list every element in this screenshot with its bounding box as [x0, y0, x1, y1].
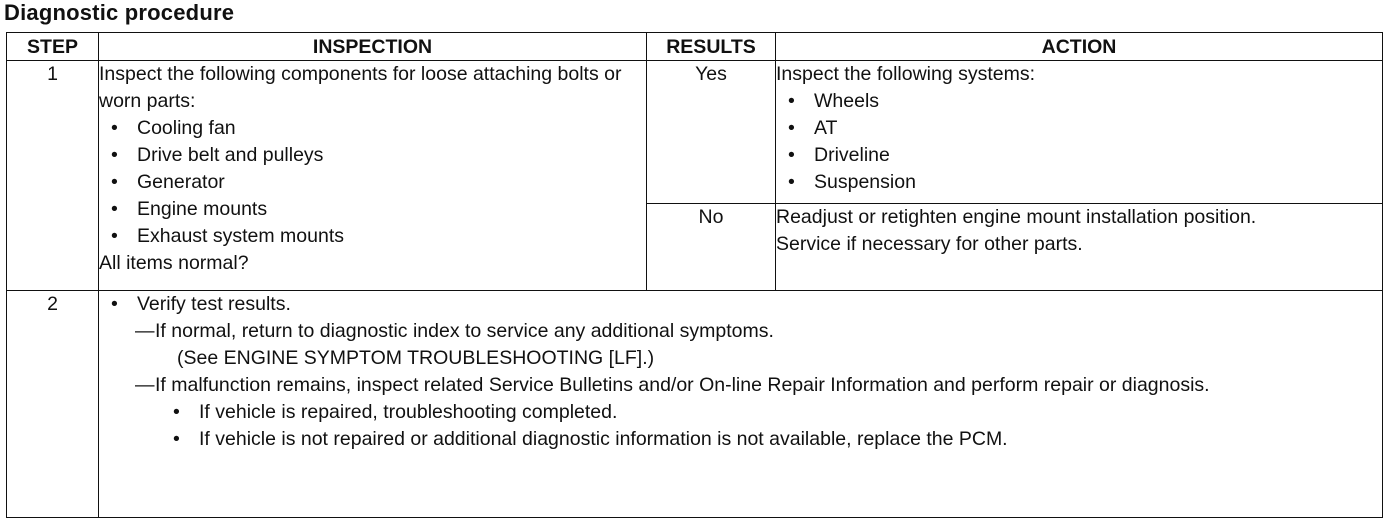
- step2-sub-item-text: If vehicle is repaired, troubleshooting completed.: [199, 401, 618, 423]
- dash-icon: —: [135, 320, 155, 342]
- system-label: AT: [814, 117, 838, 139]
- step2-number: 2: [7, 291, 99, 518]
- step1-result-yes: Yes: [647, 61, 776, 204]
- bullet-icon: •: [111, 293, 118, 315]
- step2-row: [7, 291, 1383, 518]
- step1-row-yes: [7, 61, 1383, 204]
- list-item: [776, 142, 1382, 169]
- step2-sub-item-text: If vehicle is not repaired or additional diagnostic information is not available, replace the PCM.: [199, 428, 1008, 450]
- list-item: [99, 115, 646, 142]
- step2-see-reference: (See ENGINE SYMPTOM TROUBLESHOOTING [LF].): [177, 347, 655, 369]
- step2-if-normal-text: If normal, return to diagnostic index to service any additional symptoms.: [155, 320, 774, 342]
- bullet-icon: •: [788, 117, 795, 139]
- component-label: Drive belt and pulleys: [137, 144, 324, 166]
- step1-action-no: [776, 204, 1383, 291]
- system-label: Driveline: [814, 144, 890, 166]
- bullet-icon: •: [788, 171, 795, 193]
- component-label: Engine mounts: [137, 198, 268, 220]
- header-results: RESULTS: [647, 33, 776, 61]
- step1-action-no-line2: Service if necessary for other parts.: [776, 233, 1083, 256]
- step1-action-yes: [776, 61, 1383, 204]
- step1-question: All items normal?: [99, 252, 249, 274]
- step1-action-no-line1: Readjust or retighten engine mount installation position.: [776, 206, 1257, 229]
- step1-system-list: [776, 88, 1382, 196]
- step2-if-malfunction: [99, 372, 1382, 399]
- list-item: [99, 169, 646, 196]
- list-item: [99, 223, 646, 250]
- system-label: Suspension: [814, 171, 916, 193]
- list-item: [776, 169, 1382, 196]
- header-action: ACTION: [776, 33, 1383, 61]
- step2-sub-item: [99, 399, 1382, 426]
- bullet-icon: •: [111, 117, 118, 139]
- component-label: Cooling fan: [137, 117, 236, 139]
- list-item: [776, 88, 1382, 115]
- component-label: Generator: [137, 171, 225, 193]
- step2-if-malfunction-text: If malfunction remains, inspect related Service Bulletins and/or On-line Repair Information and perform repair or diagnosis.: [155, 374, 1210, 396]
- list-item: [99, 142, 646, 169]
- step1-inspection-intro: Inspect the following components for loose attaching bolts or worn parts:: [99, 63, 622, 112]
- bullet-icon: •: [111, 198, 118, 220]
- component-label: Exhaust system mounts: [137, 225, 344, 247]
- header-inspection: INSPECTION: [99, 33, 647, 61]
- step1-component-list: [99, 115, 646, 250]
- bullet-icon: •: [173, 428, 180, 450]
- bullet-icon: •: [173, 401, 180, 423]
- step1-action-yes-intro: Inspect the following systems:: [776, 63, 1036, 85]
- step1-number: 1: [7, 61, 99, 291]
- list-item: [99, 196, 646, 223]
- step2-verify-text: Verify test results.: [137, 293, 291, 315]
- bullet-icon: •: [788, 144, 795, 166]
- step2-verify: [99, 291, 1382, 318]
- header-row: [7, 33, 1383, 61]
- dash-icon: —: [135, 374, 155, 396]
- header-step: STEP: [7, 33, 99, 61]
- step2-if-normal: [99, 318, 1382, 345]
- list-item: [776, 115, 1382, 142]
- step1-result-no: No: [647, 204, 776, 291]
- diagnostic-table: [6, 32, 1383, 518]
- bullet-icon: •: [111, 171, 118, 193]
- system-label: Wheels: [814, 90, 880, 112]
- step1-inspection: [99, 61, 647, 291]
- bullet-icon: •: [111, 144, 118, 166]
- bullet-icon: •: [111, 225, 118, 247]
- step2-content: [99, 291, 1383, 518]
- bullet-icon: •: [788, 90, 795, 112]
- document-title: Diagnostic procedure: [4, 0, 235, 25]
- step2-sub-item: [99, 426, 1382, 453]
